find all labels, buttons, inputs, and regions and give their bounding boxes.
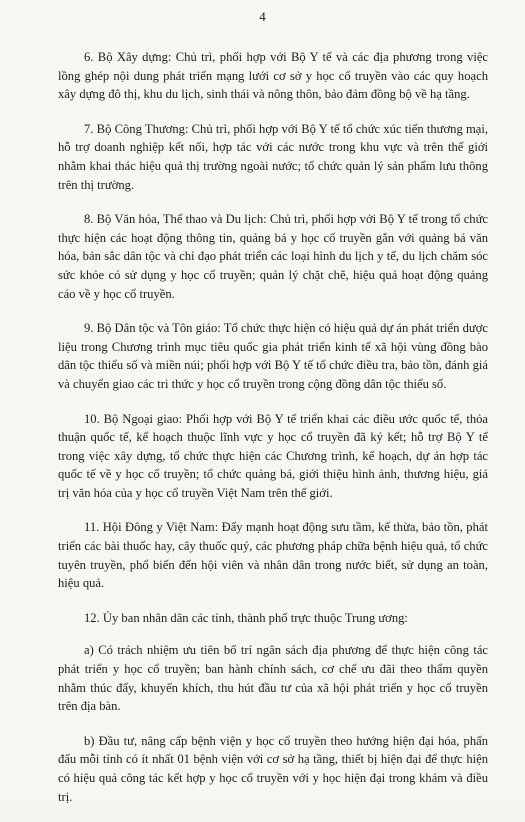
paragraph-bo-xay-dung: 6. Bộ Xây dựng: Chủ trì, phối hợp với Bộ Y tế và các địa phương trong việc lồng ghép nội dung phát triển mạng lưới cơ sở y học cổ truyền vào các quy hoạch xây dựng đô thị, khu du lịch, sinh thái và nông thôn, bảo đảm đồng bộ về hạ tầng. (58, 50, 488, 102)
paragraph-bo-cong-thuong: 7. Bộ Công Thương: Chủ trì, phối hợp với Bộ Y tế tổ chức xúc tiến thương mại, hỗ trợ doanh nghiệp kết nối, hợp tác với các nước trong khu vực và trên thế giới nhằm khai thác hiệu quả thị trường ngoài nước; tổ chức quản lý sản phẩm lưu thông trên thị trường. (58, 121, 488, 192)
paragraph-bo-dan-toc: 9. Bộ Dân tộc và Tôn giáo: Tổ chức thực hiện có hiệu quả dự án phát triển dược liệu trong Chương trình mục tiêu quốc gia phát triển kinh tế xã hội vùng đồng bào dân tộc thiểu số và miền núi; phối hợp với Bộ Y tế tổ chức điều tra, bảo tồn, đánh giá và chuyển giao các tri thức y học cổ truyền trong cộng đồng dân tộc thiểu số. (58, 321, 488, 391)
paragraph-item-a: a) Có trách nhiệm ưu tiên bố trí ngân sách địa phương để thực hiện công tác phát triển y học cổ truyền; ban hành chính sách, cơ chế ưu đãi theo thẩm quyền nhằm thúc đẩy, khuyến khích, thu hút đầu tư của xã hội phát triển y học cổ truyền trên địa bàn. (58, 643, 488, 714)
document-body (58, 48, 488, 822)
page-number: 4 (259, 9, 266, 24)
paragraph-bo-van-hoa: 8. Bộ Văn hóa, Thể thao và Du lịch: Chủ trì, phối hợp với Bộ Y tế trong tổ chức thực hiện các hoạt động thông tin, quảng bá y học cổ truyền gắn với quảng bá văn hóa, bản sắc dân tộc và chỉ đạo phát triển các loại hình du lịch y tế, du lịch chăm sóc sức khỏe có sử dụng y học cổ truyền; quản lý chặt chẽ, hiệu quả hoạt động quảng cáo về y học cổ truyền. (58, 212, 488, 301)
paragraph-item-b: b) Đầu tư, nâng cấp bệnh viện y học cổ truyền theo hướng hiện đại hóa, phấn đấu mỗi tỉnh có ít nhất 01 bệnh viện với cơ sở hạ tầng, thiết bị hiện đại để thực hiện có hiệu quả công tác kết hợp y học cổ truyền với y học hiện đại trong khám và điều trị. (58, 733, 488, 804)
paragraph-uy-ban-nhan-dan: 12. Ủy ban nhân dân các tỉnh, thành phố trực thuộc Trung ương: (84, 610, 408, 625)
paragraph-hoi-dong-y: 11. Hội Đông y Việt Nam: Đẩy mạnh hoạt động sưu tầm, kế thừa, bảo tồn, phát triển các bài thuốc hay, cây thuốc quý, các phương pháp chữa bệnh hiệu quả, tổ chức tuyên truyền, phổ biến đến hội viên và nhân dân trong nước biết, sử dụng an toàn, hiệu quả. (58, 520, 488, 591)
paragraph-bo-ngoai-giao: 10. Bộ Ngoại giao: Phối hợp với Bộ Y tế triển khai các điều ước quốc tế, thỏa thuận quốc tế, kế hoạch thuộc lĩnh vực y học cổ truyền đã ký kết; hỗ trợ Bộ Y tế trong việc xây dựng, tổ chức thực hiện các Chương trình, kế hoạch, dự án hợp tác quốc tế về y học cổ truyền; tổ chức quảng bá, giới thiệu hình ảnh, thương hiệu, giá trị văn hóa của y học cổ truyền Việt Nam trên thế giới. (58, 411, 488, 500)
